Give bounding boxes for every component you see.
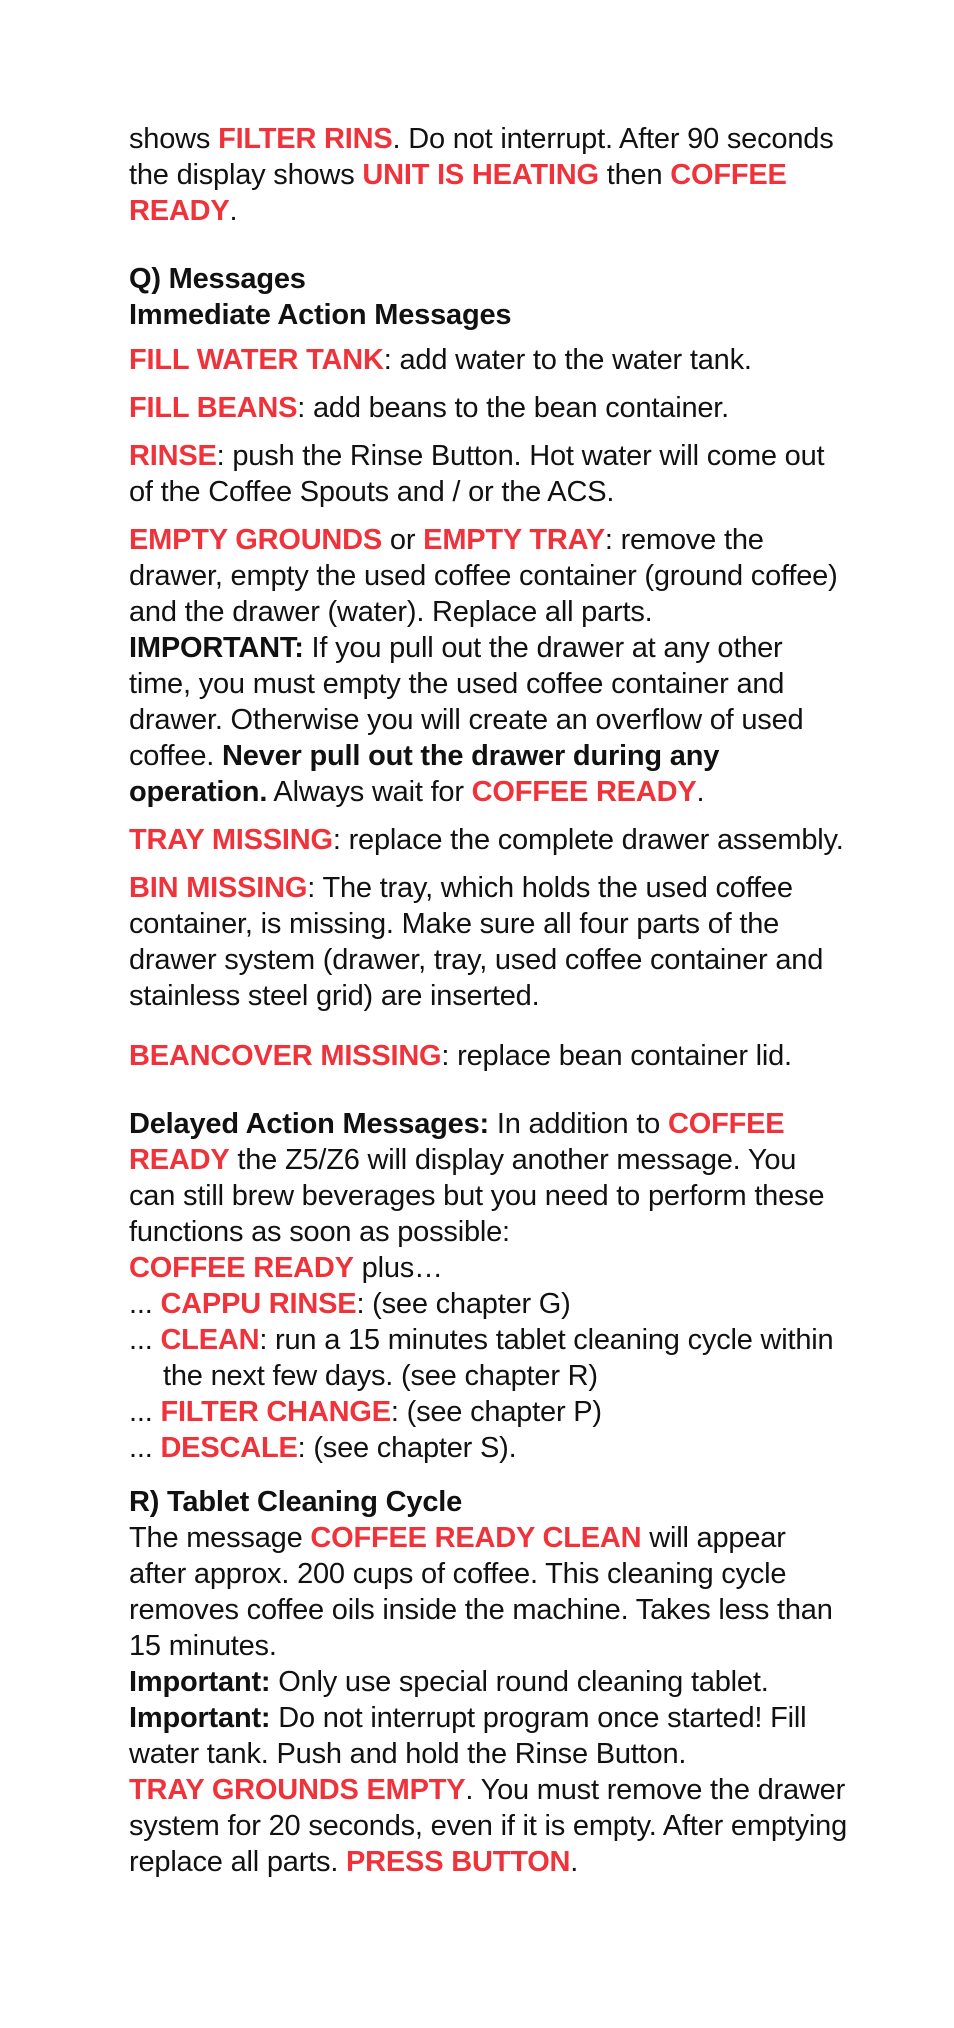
message-bin-missing: BIN MISSING	[129, 872, 308, 904]
message-description: : The tray, which holds the used coffee container, is missing. Make sure all four parts of the drawer system (drawer, tray, used coffee container and stainless steel grid) are inserted.	[129, 872, 824, 1012]
intro-text: .	[229, 195, 238, 227]
message-description: : (see chapter S).	[297, 1432, 517, 1464]
message-fill-water-tank: FILL WATER TANK	[129, 344, 384, 376]
message-description: : replace bean container lid.	[441, 1040, 792, 1072]
message-beancover-missing: BEANCOVER MISSING	[129, 1040, 442, 1072]
tray-missing-paragraph	[129, 822, 849, 858]
fill-beans-paragraph	[129, 390, 849, 426]
message-description: : replace the complete drawer assembly.	[332, 824, 844, 856]
immediate-action-heading: Immediate Action Messages	[129, 299, 512, 331]
intro-paragraph	[129, 121, 849, 229]
beancover-missing-paragraph	[129, 1038, 849, 1074]
punctuation: .	[570, 1846, 579, 1878]
message-empty-grounds: EMPTY GROUNDS	[129, 524, 383, 556]
message-filter-change: FILTER CHANGE	[160, 1396, 391, 1428]
intro-text: . Do not interrupt. After 90 seconds the display shows	[129, 123, 834, 191]
important-text: Only use special round cleaning tablet.	[270, 1666, 769, 1698]
list-prefix: ...	[129, 1324, 161, 1356]
punctuation: .	[696, 776, 705, 808]
cleaning-text: . You must remove the drawer system for 20 seconds, even if it is empty. After emptying replace all parts.	[129, 1774, 848, 1878]
delayed-action-paragraph	[129, 1106, 849, 1286]
message-filter-rins: FILTER RINS	[218, 123, 393, 155]
message-coffee-ready: COFFEE READY	[471, 776, 697, 808]
message-description: : run a 15 minutes tablet cleaning cycle within the next few days. (see chapter R)	[163, 1324, 834, 1392]
message-description: : (see chapter G)	[356, 1288, 571, 1320]
message-coffee-ready-clean: COFFEE READY CLEAN	[310, 1522, 642, 1554]
message-coffee-ready: COFFEE READY	[129, 1108, 785, 1176]
list-prefix: ...	[129, 1432, 161, 1464]
message-press-button: PRESS BUTTON	[346, 1846, 571, 1878]
tablet-cleaning-paragraph	[129, 1520, 849, 1880]
warning-text: Never pull out the drawer during any operation.	[129, 740, 720, 808]
fill-water-tank-paragraph	[129, 342, 849, 378]
plus-text: plus…	[353, 1252, 443, 1284]
bin-missing-paragraph	[129, 870, 849, 1014]
manual-page	[129, 121, 849, 1880]
message-description: : (see chapter P)	[390, 1396, 602, 1428]
message-fill-beans: FILL BEANS	[129, 392, 298, 424]
delayed-text: In addition to	[488, 1108, 668, 1140]
message-description: : add water to the water tank.	[383, 344, 752, 376]
intro-text: then	[598, 159, 671, 191]
message-unit-is-heating: UNIT IS HEATING	[362, 159, 599, 191]
list-item	[129, 1430, 849, 1466]
important-label: Important:	[129, 1666, 271, 1698]
message-description: : add beans to the bean container.	[297, 392, 730, 424]
intro-text: shows	[129, 123, 219, 155]
message-description: : remove the drawer, empty the used coffee container (ground coffee) and the drawer (water). Replace all parts.	[129, 524, 838, 628]
instruction-text: Always wait for	[267, 776, 472, 808]
section-r-heading: R) Tablet Cleaning Cycle	[129, 1486, 463, 1518]
rinse-paragraph	[129, 438, 849, 510]
message-descale: DESCALE	[160, 1432, 298, 1464]
list-prefix: ...	[129, 1288, 161, 1320]
message-coffee-ready: COFFEE READY	[129, 1252, 354, 1284]
important-text: Do not interrupt program once started! Fill water tank. Push and hold the Rinse Button.	[129, 1702, 807, 1770]
message-cappu-rinse: CAPPU RINSE	[160, 1288, 357, 1320]
message-empty-tray: EMPTY TRAY	[423, 524, 605, 556]
important-label: Important:	[129, 1702, 271, 1734]
connector-text: or	[382, 524, 424, 556]
important-label: IMPORTANT:	[129, 632, 304, 664]
delayed-text: the Z5/Z6 will display another message. You can still brew beverages but you need to perform these functions as soon as possible:	[129, 1144, 825, 1248]
message-tray-grounds-empty: TRAY GROUNDS EMPTY	[129, 1774, 466, 1806]
message-tray-missing: TRAY MISSING	[129, 824, 333, 856]
delayed-action-heading: Delayed Action Messages:	[129, 1108, 489, 1140]
important-text: If you pull out the drawer at any other time, you must empty the used coffee container and drawer. Otherwise you will create an overflow of used coffee.	[129, 632, 804, 772]
list-prefix: ...	[129, 1396, 161, 1428]
list-item	[129, 1322, 849, 1394]
message-clean: CLEAN	[160, 1324, 260, 1356]
section-q-heading: Q) Messages	[129, 263, 306, 295]
empty-grounds-paragraph	[129, 522, 849, 810]
cleaning-text: will appear after approx. 200 cups of coffee. This cleaning cycle removes coffee oils inside the machine. Takes less than 15 minutes.	[129, 1522, 833, 1662]
delayed-message-list	[129, 1286, 849, 1466]
message-coffee-ready: COFFEE READY	[129, 159, 787, 227]
list-item	[129, 1394, 849, 1430]
message-rinse: RINSE	[129, 440, 217, 472]
list-item	[129, 1286, 849, 1322]
message-description: : push the Rinse Button. Hot water will come out of the Coffee Spouts and / or the ACS.	[129, 440, 825, 508]
cleaning-text: The message	[129, 1522, 311, 1554]
